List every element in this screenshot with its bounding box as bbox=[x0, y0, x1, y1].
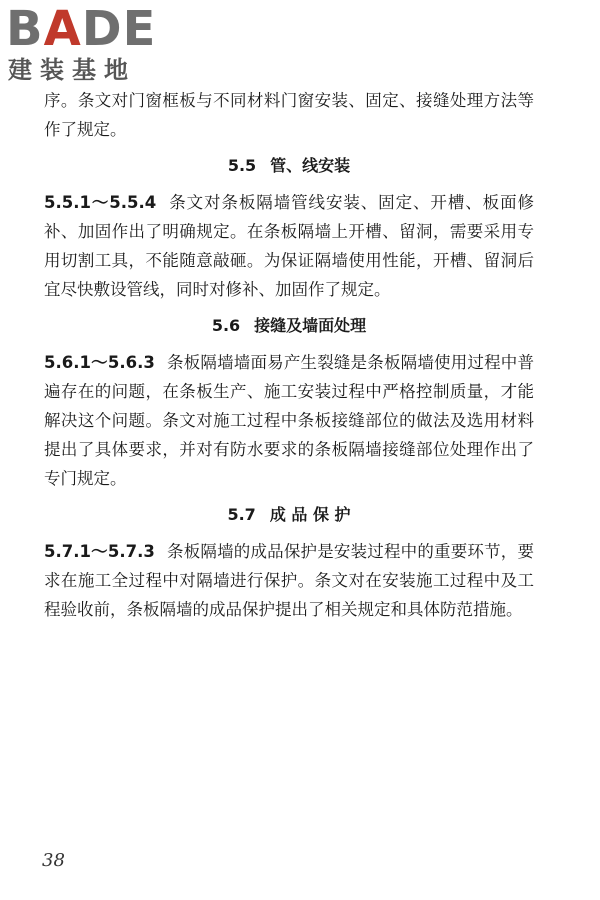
bade-logo bbox=[6, 1, 176, 88]
document-body bbox=[44, 86, 534, 624]
intro-paragraph: 序。条文对门窗框板与不同材料门窗安装、固定、接缝处理方法等作了规定。 bbox=[44, 91, 534, 139]
section-title: 接缝及墙面处理 bbox=[254, 316, 367, 335]
section-title: 成 品 保 护 bbox=[269, 505, 351, 524]
section-heading-5-6 bbox=[44, 312, 534, 340]
section-paragraph-5-6 bbox=[44, 348, 534, 493]
logo-wordmark: BADE bbox=[6, 1, 157, 57]
section-number: 5.6 bbox=[211, 316, 241, 335]
clause-range: 5.6.1～5.6.3 bbox=[44, 353, 155, 372]
clause-text: 条板隔墙的成品保护是安装过程中的重要环节，要求在施工全过程中对隔墙进行保护。条文对在安装施工过程中及工程验收前，条板隔墙的成品保护提出了相关规定和具体防范措施。 bbox=[44, 542, 534, 619]
clause-text: 条文对条板隔墙管线安装、固定、开槽、板面修补、加固作出了明确规定。在条板隔墙上开槽、留洞，需要采用专用切割工具，不能随意敲砸。为保证隔墙使用性能，开槽、留洞后宜尽快敷设管线，同时对修补、加固作了规定。 bbox=[44, 193, 534, 299]
logo-subtitle: 建装基地 bbox=[8, 56, 136, 84]
section-heading-5-5 bbox=[44, 152, 534, 180]
section-heading-5-7 bbox=[44, 501, 534, 529]
clause-range: 5.5.1～5.5.4 bbox=[44, 193, 157, 212]
page-number: 38 bbox=[42, 850, 65, 871]
section-paragraph-5-5 bbox=[44, 188, 534, 304]
section-paragraph-5-7 bbox=[44, 537, 534, 624]
section-title: 管、线安装 bbox=[270, 156, 351, 175]
clause-range: 5.7.1～5.7.3 bbox=[44, 542, 155, 561]
section-number: 5.7 bbox=[227, 505, 256, 524]
clause-text: 条板隔墙墙面易产生裂缝是条板隔墙使用过程中普遍存在的问题，在条板生产、施工安装过程中严格控制质量，才能解决这个问题。条文对施工过程中条板接缝部位的做法及选用材料提出了具体要求，并对有防水要求的条板隔墙接缝部位处理作出了专门规定。 bbox=[44, 353, 534, 488]
section-number: 5.5 bbox=[227, 156, 257, 175]
